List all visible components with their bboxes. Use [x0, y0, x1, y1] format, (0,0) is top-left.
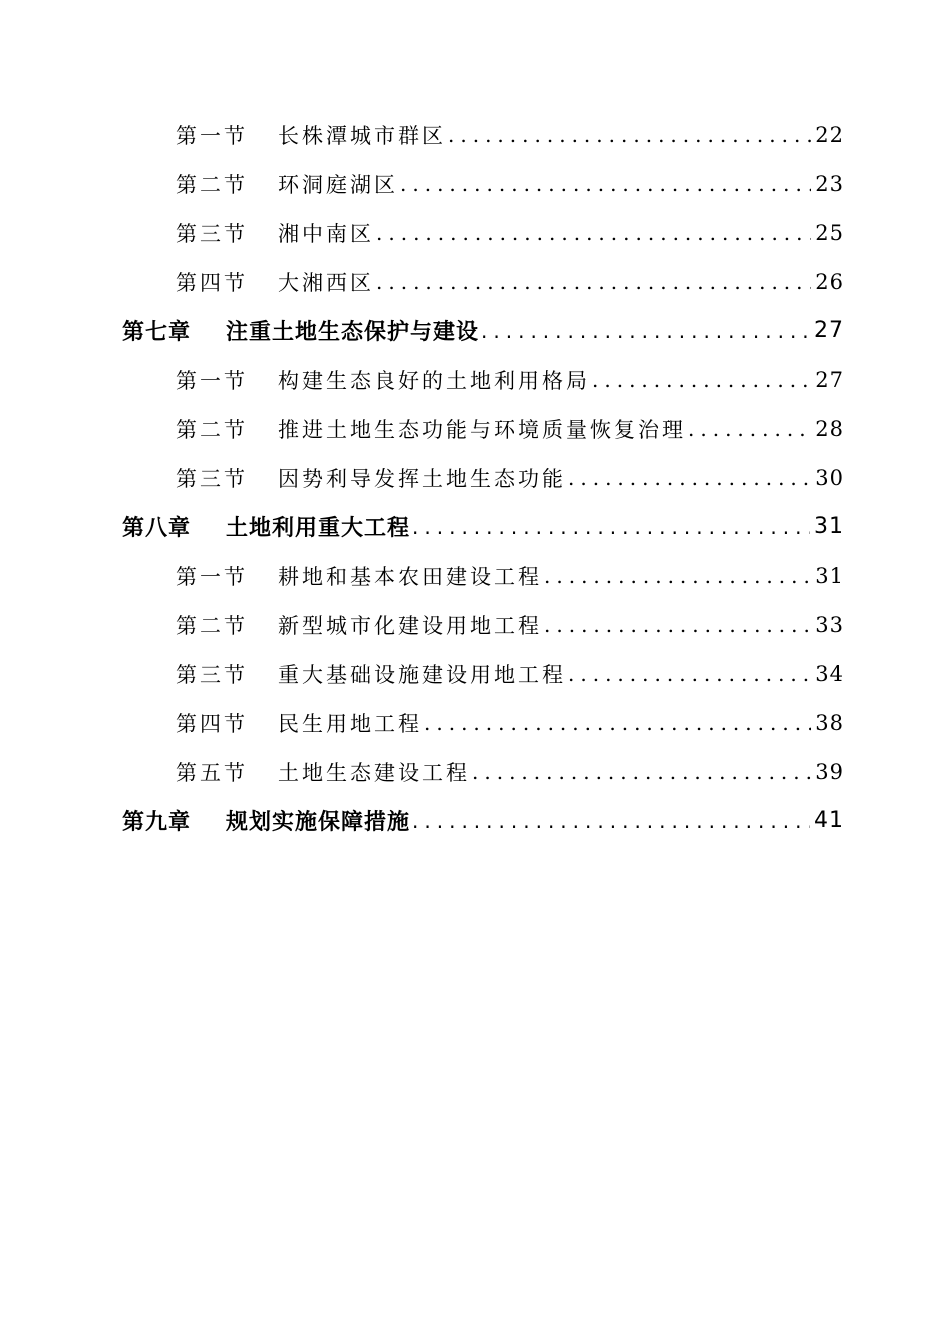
toc-entry-title: 重大基础设施建设用地工程 [278, 662, 566, 687]
toc-entry-number: 第四节 [176, 270, 248, 295]
toc-entry-title: 长株潭城市群区 [278, 123, 446, 148]
toc-entry-title: 土地生态建设工程 [278, 760, 470, 785]
toc-dot-leader [568, 662, 811, 686]
toc-chapter-number: 第九章 [122, 810, 192, 835]
toc-entry-page: 28 [815, 416, 844, 441]
toc-chapter-page: 41 [814, 808, 844, 833]
toc-entry[interactable] [0, 600, 950, 649]
toc-dot-leader [481, 319, 810, 343]
toc-dot-leader [424, 711, 811, 735]
toc-entry-page: 39 [815, 759, 844, 784]
toc-entry[interactable] [0, 747, 950, 796]
toc-entry-title: 环洞庭湖区 [278, 172, 398, 197]
toc-entry-page: 33 [815, 612, 844, 637]
toc-entry[interactable] [0, 110, 950, 159]
toc-dot-leader [412, 809, 810, 833]
toc-dot-leader [544, 613, 811, 637]
toc-entry-number: 第五节 [176, 760, 248, 785]
toc-entry[interactable] [0, 404, 950, 453]
toc-chapter-number: 第七章 [122, 320, 192, 345]
toc-entry-number: 第三节 [176, 221, 248, 246]
toc-dot-leader [472, 760, 811, 784]
toc-dot-leader [568, 466, 811, 490]
toc-entry-page: 31 [815, 563, 844, 588]
toc-chapter-entry[interactable] [0, 306, 950, 355]
toc-entry-title: 因势利导发挥土地生态功能 [278, 466, 566, 491]
toc-entry[interactable] [0, 257, 950, 306]
toc-entry-title: 湘中南区 [278, 221, 374, 246]
toc-entry-page: 26 [815, 269, 844, 294]
toc-entry-title: 民生用地工程 [278, 711, 422, 736]
toc-dot-leader [448, 123, 811, 147]
toc-entry-page: 23 [815, 171, 844, 196]
toc-entry[interactable] [0, 355, 950, 404]
toc-entry-number: 第二节 [176, 417, 248, 442]
toc-entry-page: 22 [815, 122, 844, 147]
toc-entry[interactable] [0, 551, 950, 600]
toc-entry-page: 27 [815, 367, 844, 392]
toc-chapter-page: 27 [814, 318, 844, 343]
toc-chapter-number: 第八章 [122, 516, 192, 541]
toc-chapter-title: 规划实施保障措施 [226, 810, 411, 835]
toc-entry-number: 第二节 [176, 613, 248, 638]
toc-entry-number: 第一节 [176, 123, 248, 148]
toc-chapter-entry[interactable] [0, 796, 950, 845]
toc-entry[interactable] [0, 698, 950, 747]
toc-entry-page: 34 [815, 661, 844, 686]
toc-entry-number: 第三节 [176, 466, 248, 491]
toc-entry-title: 构建生态良好的土地利用格局 [278, 368, 590, 393]
toc-dot-leader [544, 564, 811, 588]
toc-entry[interactable] [0, 649, 950, 698]
toc-entry-page: 38 [815, 710, 844, 735]
toc-chapter-title: 土地利用重大工程 [226, 516, 411, 541]
table-of-contents [0, 110, 950, 845]
toc-chapter-page: 31 [814, 514, 844, 539]
toc-entry-title: 耕地和基本农田建设工程 [278, 564, 542, 589]
toc-entry-page: 25 [815, 220, 844, 245]
toc-chapter-title: 注重土地生态保护与建设 [226, 320, 480, 345]
toc-entry-number: 第一节 [176, 564, 248, 589]
toc-dot-leader [376, 270, 811, 294]
toc-entry[interactable] [0, 159, 950, 208]
toc-entry-number: 第四节 [176, 711, 248, 736]
toc-entry-number: 第一节 [176, 368, 248, 393]
toc-chapter-entry[interactable] [0, 502, 950, 551]
toc-entry-title: 大湘西区 [278, 270, 374, 295]
toc-entry-number: 第二节 [176, 172, 248, 197]
toc-dot-leader [412, 515, 810, 539]
toc-dot-leader [400, 172, 811, 196]
toc-dot-leader [688, 417, 811, 441]
toc-entry[interactable] [0, 453, 950, 502]
toc-entry-page: 30 [815, 465, 844, 490]
toc-entry-number: 第三节 [176, 662, 248, 687]
toc-entry-title: 新型城市化建设用地工程 [278, 613, 542, 638]
toc-entry[interactable] [0, 208, 950, 257]
toc-dot-leader [592, 368, 811, 392]
toc-dot-leader [376, 221, 811, 245]
toc-entry-title: 推进土地生态功能与环境质量恢复治理 [278, 417, 686, 442]
